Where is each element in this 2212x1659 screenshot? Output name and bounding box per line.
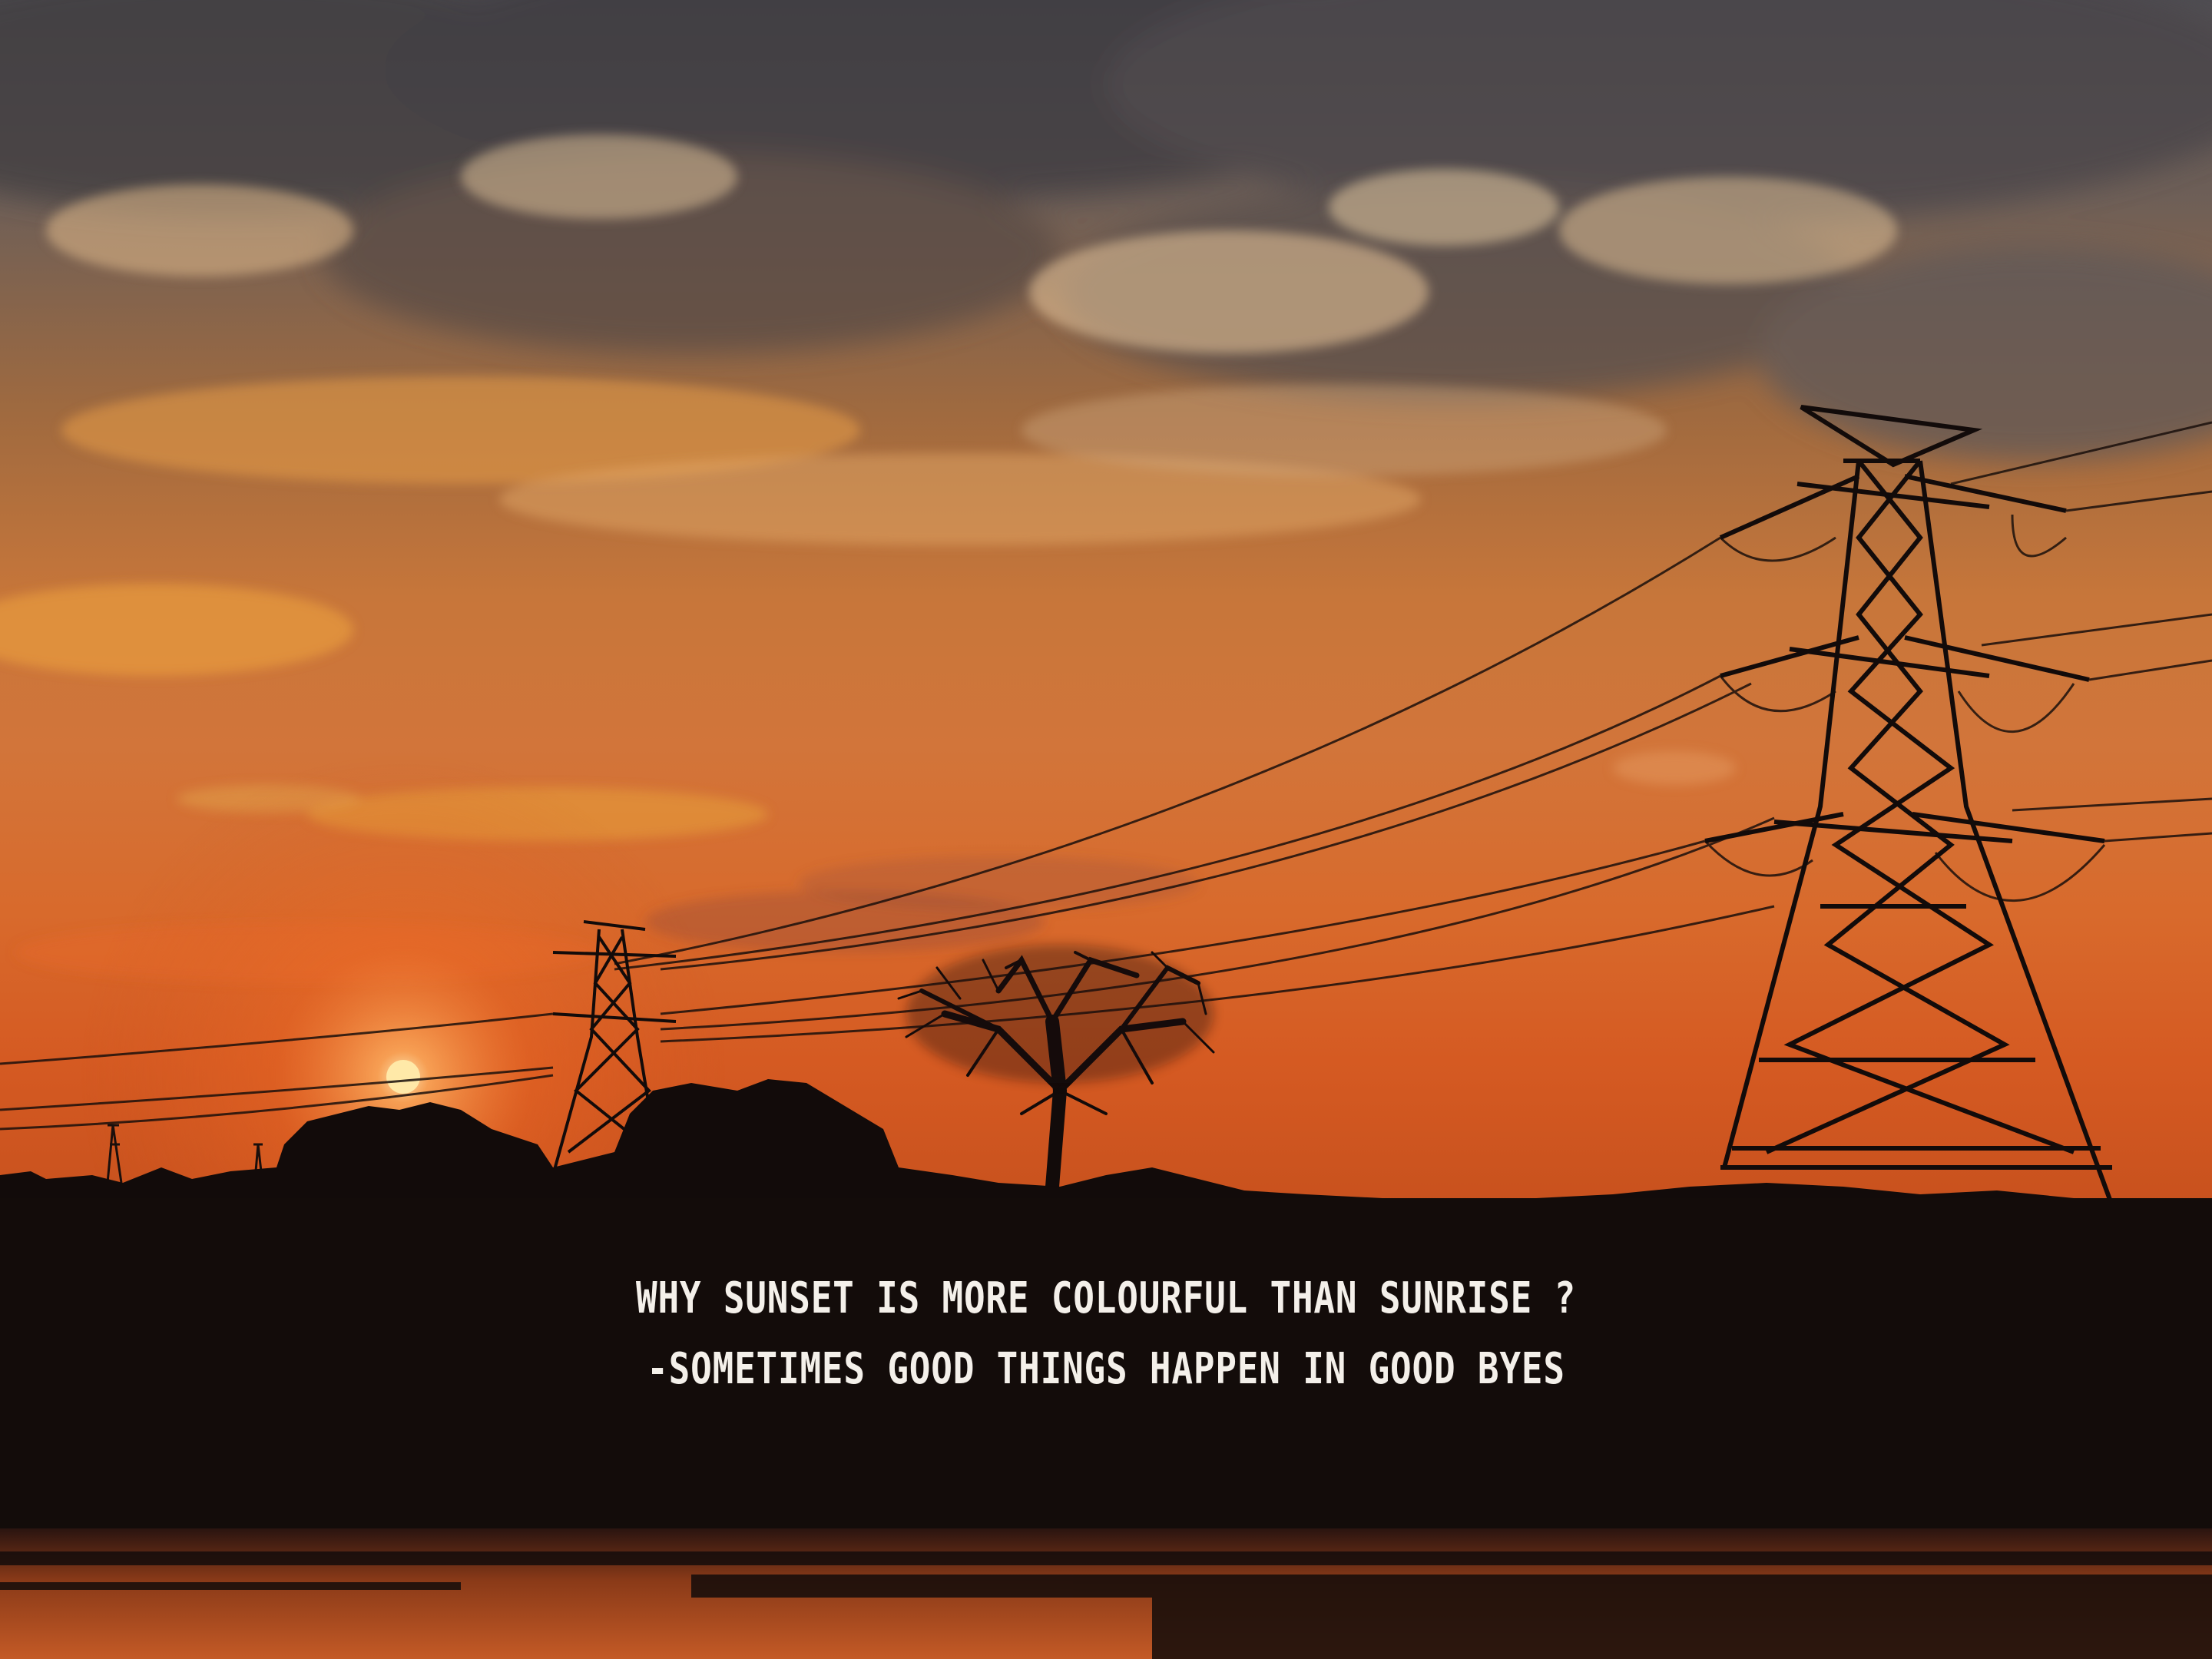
quote-line-2: -SOMETIMES GOOD THINGS HAPPEN IN GOOD BYES	[647, 1344, 1565, 1394]
tree-canopy	[906, 945, 1214, 1083]
quote-line-1: WHY SUNSET IS MORE COLOURFUL THAN SUNRISE ?	[635, 1273, 1577, 1323]
quote-caption	[199, 1263, 2013, 1405]
sun	[386, 1060, 420, 1094]
